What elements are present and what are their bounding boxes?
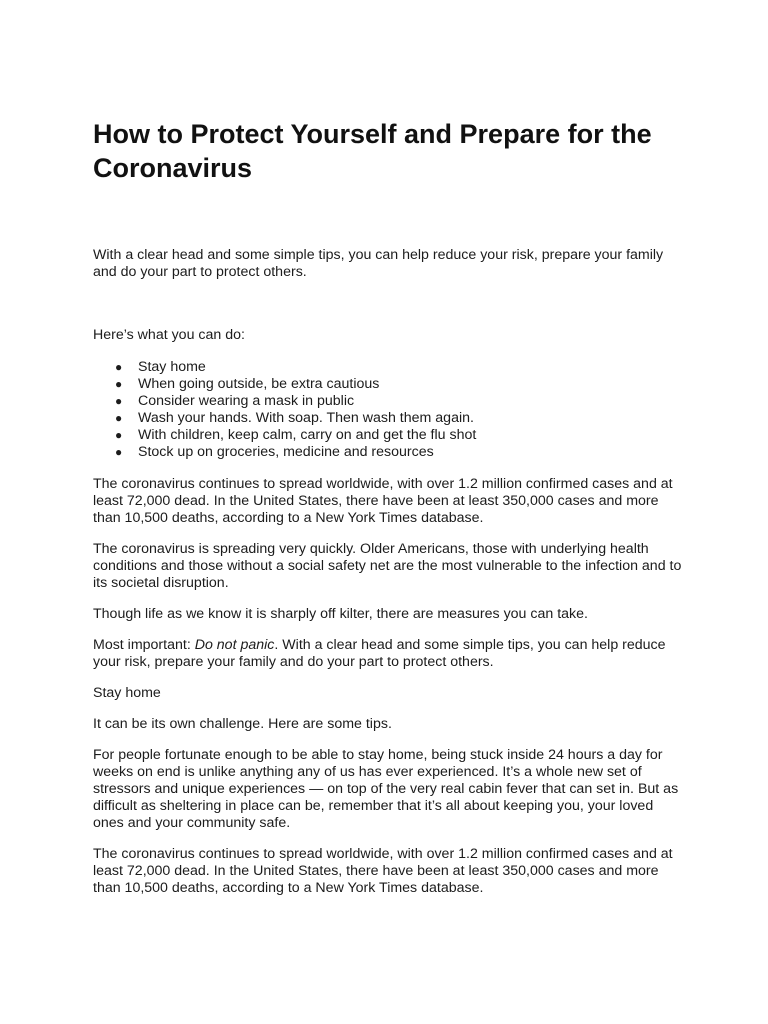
document-body [93, 117, 683, 897]
list-item-text: Stay home [138, 359, 206, 375]
list-item [93, 359, 683, 376]
bullet-icon: ● [115, 394, 123, 408]
bullet-icon: ● [115, 377, 123, 391]
list-intro: Here’s what you can do: [93, 327, 245, 343]
most-important-lead: Most important: [93, 637, 195, 653]
body-paragraph: The coronavirus continues to spread worldwide, with over 1.2 million confirmed cases and at least 72,000 dead. In the United States, there have been at least 350,000 cases and more than 10,500 deaths, according to a New York Times database. [93, 846, 673, 896]
list-item-text: Consider wearing a mask in public [138, 393, 355, 409]
tips-list [93, 359, 683, 461]
body-paragraph: The coronavirus continues to spread worldwide, with over 1.2 million confirmed cases and at least 72,000 dead. In the United States, there have been at least 350,000 cases and more than 10,500 deaths, according to a New York Times database. [93, 476, 673, 526]
body-paragraph: The coronavirus is spreading very quickly. Older Americans, those with underlying health conditions and those without a social safety net are the most vulnerable to the infection and to its societal disruption. [93, 541, 682, 591]
most-important-rest: . With a clear head and some simple tips, you can help reduce your risk, prepare your family and do your part to protect others. [93, 637, 666, 670]
bullet-icon: ● [115, 428, 123, 442]
list-item [93, 410, 683, 427]
do-not-panic-emphasis: Do not panic [194, 637, 275, 653]
bullet-icon: ● [115, 360, 123, 374]
list-item [93, 376, 683, 393]
body-paragraph: For people fortunate enough to be able to stay home, being stuck inside 24 hours a day for weeks on end is unlike anything any of us has ever experienced. It’s a whole new set of stressors and unique experiences — on top of the very real cabin fever that can set in. But as difficult as sheltering in place can be, remember that it’s all about keeping you, your loved ones and your community safe. [93, 747, 679, 831]
body-paragraph: Though life as we know it is sharply off kilter, there are measures you can take. [93, 606, 588, 622]
body-paragraph: It can be its own challenge. Here are some tips. [93, 716, 392, 732]
section-heading: Stay home [93, 685, 161, 701]
bullet-icon: ● [115, 411, 123, 425]
list-item [93, 427, 683, 444]
list-item [93, 444, 683, 461]
list-item-text: With children, keep calm, carry on and get the flu shot [138, 427, 477, 443]
list-item-text: When going outside, be extra cautious [138, 376, 380, 392]
bullet-icon: ● [115, 445, 123, 459]
list-item-text: Stock up on groceries, medicine and resources [138, 444, 434, 460]
list-item [93, 393, 683, 410]
lead-paragraph: With a clear head and some simple tips, you can help reduce your risk, prepare your family and do your part to protect others. [93, 247, 664, 280]
list-item-text: Wash your hands. With soap. Then wash them again. [138, 410, 474, 426]
document-title: How to Protect Yourself and Prepare for the Coronavirus [93, 119, 652, 183]
most-important-paragraph [93, 637, 683, 671]
